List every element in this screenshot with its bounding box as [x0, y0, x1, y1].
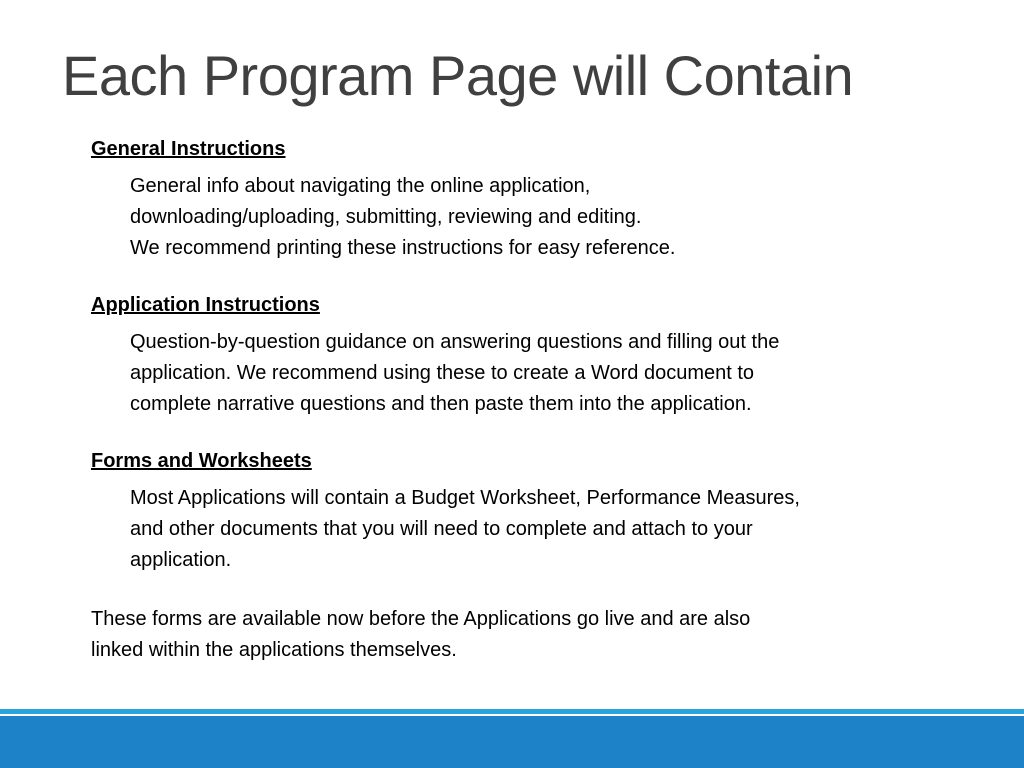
section-heading: General Instructions [91, 138, 286, 160]
section-body [130, 171, 951, 264]
section-forms-and-worksheets [91, 447, 951, 576]
footer-bar [0, 716, 1024, 768]
body-line: General info about navigating the online application, [130, 175, 591, 197]
section-body [130, 327, 951, 420]
footer-accent-line [0, 709, 1024, 714]
body-line: application. We recommend using these to create a Word document to [130, 362, 755, 384]
section-general-instructions [91, 135, 951, 264]
slide-content [91, 135, 951, 666]
slide-title: Each Program Page will Contain [62, 44, 854, 107]
section-heading: Application Instructions [91, 294, 320, 316]
body-line: We recommend printing these instructions for easy reference. [130, 237, 676, 259]
section-body [130, 483, 951, 576]
section-application-instructions [91, 291, 951, 420]
body-line: application. [130, 549, 232, 571]
closing-line: linked within the applications themselves. [91, 639, 457, 661]
body-line: and other documents that you will need to complete and attach to your [130, 518, 753, 540]
body-line: complete narrative questions and then paste them into the application. [130, 393, 752, 415]
closing-line: These forms are available now before the Applications go live and are also [91, 608, 751, 630]
closing-paragraph [91, 604, 891, 666]
body-line: Most Applications will contain a Budget Worksheet, Performance Measures, [130, 487, 800, 509]
section-heading: Forms and Worksheets [91, 450, 312, 472]
body-line: downloading/uploading, submitting, reviewing and editing. [130, 206, 642, 228]
body-line: Question-by-question guidance on answering questions and filling out the [130, 331, 780, 353]
